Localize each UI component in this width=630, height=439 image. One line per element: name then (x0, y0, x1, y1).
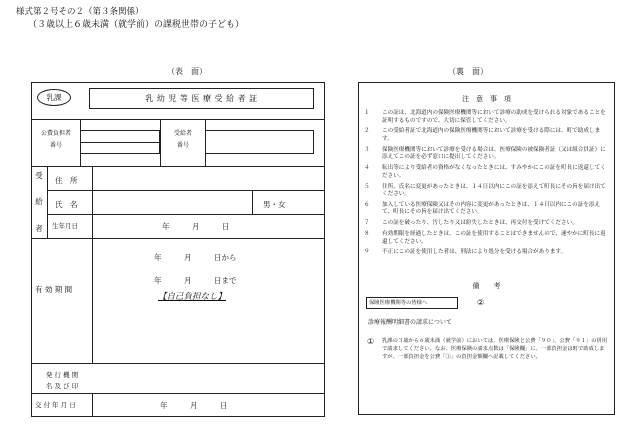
note-item: ２ この受給者証で北海道内の保険医療機関等において診療を受ける際には、町で助成します。 (364, 128, 601, 142)
note-item: ６ 加入している医療保険又はその内容に変更があったときは、１４日以内にこの証を添えて、町長にその旨を届け出てください。 (364, 201, 601, 216)
address-label: 住 所 (55, 176, 78, 185)
recipient-number-field (205, 130, 314, 154)
name-label: 氏 名 (55, 200, 78, 209)
no-copay-note: 【自己負担なし】 (158, 292, 227, 302)
stamp-mark: 乳課 (37, 89, 71, 106)
validity-label: 有 効 期 間 (35, 285, 73, 294)
notes-list (360, 110, 610, 260)
note-item: ８ 有効期限を経過したときは、この証を使用することはできませんので、速やかに町長に返還してください。 (364, 231, 606, 245)
note-item: ３ 保険医療機関等において診療を受ける場合は、医療保険の被保険者証（又は組合員証）に添えてこの証を必ず窓口に提出してください。 (364, 146, 606, 161)
note-item: ７ この証を破ったり、汚したり又は紛失したときは、再交付を受けてください。 (364, 220, 578, 227)
certificate-title: 乳 幼 児 等 医 療 受 給 者 証 (145, 94, 258, 103)
note-item: ９ 不正にこの証を使用した者は、刑法により処分を受ける場合があります。 (364, 249, 567, 256)
billing-title: 診療報酬明細書の請求について (368, 319, 452, 326)
validity-from: 年 月 日から (154, 253, 237, 262)
gender-field: 男・女 (263, 200, 286, 209)
remarks-box: 保険医療機関等の皆様へ (366, 297, 458, 309)
certificate-title-box (89, 88, 314, 109)
burden-number-field (80, 130, 160, 154)
issue-date-value: 年 月 日 (160, 401, 228, 410)
note-item: ５ 住所、氏名に変更があったときは、１４日以内にこの証を添えて町長にその旨を届け出てください。 (364, 183, 606, 198)
form-subtitle: （３歳以上６歳未満（就学前）の課税世帯の子ども） (28, 20, 245, 30)
note-item: １ この証は、北海道内の保険医療機関等において診療の助成を受けられる対象であることを証明するものですので、大切に保管してください。 (364, 110, 606, 124)
billing-number: ① (367, 337, 375, 346)
remarks-title: 備 考 (472, 282, 501, 290)
burden-number-label: 公費負担者 番号 (40, 130, 71, 149)
note-item: ４ 転出等により受給者の資格がなくなったときには、すみやかにこの証を町長に返還してください。 (364, 165, 606, 179)
validity-to: 年 月 日まで (154, 276, 237, 285)
dob-value: 年 月 日 (162, 222, 230, 231)
back-label: （裏 面） (448, 67, 488, 76)
dob-label: 生年月日 (52, 222, 78, 230)
issue-date-label: 交 付 年 月 日 (35, 401, 76, 409)
notes-title: 注 意 事 項 (462, 95, 511, 103)
recipient-number-label: 受給者 番号 (173, 130, 192, 149)
form-number: 様式第２号その２（第３条関係） (16, 7, 144, 17)
remarks-circle-mark: ② (477, 298, 485, 307)
issuer-label: 発 行 機 関 名 及 び 印 (45, 371, 79, 391)
billing-text: 乳課の３歳から６歳未満（就学前）においては、医療保険と公費「９０」、公費「９１」の併用で請求してください。なお、医療保険の請求点数は「保険欄」に、一部負担金は町で助成しますが、一部負担金を公費「①」の負担金額欄へ記載してください。 (382, 338, 608, 361)
recipient-side-label: 受 給 者 (35, 171, 43, 233)
front-label: （表 面） (167, 67, 207, 76)
